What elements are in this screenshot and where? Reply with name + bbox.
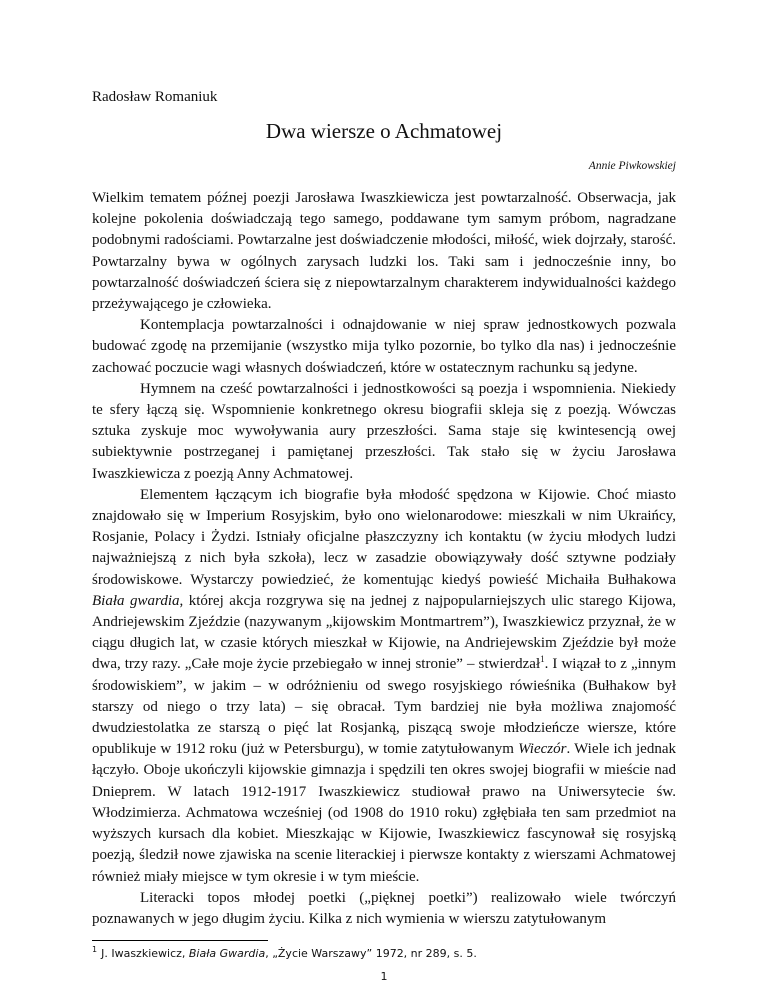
- footnote: [92, 947, 477, 961]
- article-body: [92, 188, 676, 930]
- paragraph-4-part-3: . I wiązał to z „innym środowiskiem”, w jakim – w odróżnieniu od swego rosyjskiego rówieśnika (Bułhakow był starszy od niego o trzy lata) – się obracał. Tym bardziej nie była możliwa znajomość dwudziestolatka ze starszą o pięć lat Rosjanką, piszącą swoje młodzieńcze wiersze, które opublikuje w 1912 roku (już w Petersburgu), w tomie zatytułowanym: [92, 656, 676, 758]
- paragraph-4-part-2: , której akcja rozgrywa się na jednej z najpopularniejszych ulic starego Kijowa, Andriejewskim Zjeździe (nazywanym „kijowskim Montmartrem”), Iwaszkiewicz przyznał, że w ciągu długich lat, w czasie których mieszkał w Kijowie, na Andriejewskim Zjeździe był może dwa, trzy razy. „Całe moje życie przebiegało w innej stronie” – stwierdzał: [92, 592, 676, 673]
- footnote-prefix: J. Iwaszkiewicz,: [101, 947, 189, 960]
- paragraph-1: Wielkim tematem późnej poezji Jarosława Iwaszkiewicza jest powtarzalność. Obserwacja, jak kolejne pokolenia doświadczają tego samego, poddawane tym samym próbom, nagradzane podobnymi radościami. Powtarzalne jest doświadczenie młodości, miłość, wiek dojrzały, starość. Powtarzalny bywa w ogólnych zarysach ludzki los. Taki sam i jednocześnie inny, bo powtarzalność doświadczeń ściera się z niepowtarzalnym charakterem indywidualności każdego przeżywającego je człowieka.: [92, 190, 676, 313]
- paragraph-4-part-4: . Wiele ich jednak łączyło. Oboje ukończyli kijowskie gimnazja i spędzili ten okres swojej biografii w mieście nad Dnieprem. W latach 1912-1917 Iwaszkiewicz studiował prawo na Uniwersytecie św. Włodzimierza. Achmatowa wcześniej (od 1908 do 1910 roku) zgłębiała ten sam przedmiot na wyższych kursach dla kobiet. Mieszkając w Kijowie, Iwaszkiewicz fascynował się rosyjską poezją, śledził nowe zjawiska na scenie literackiej i pierwsze kontakty z wierszami Achmatowej również miały miejsce w tym okresie i w tym mieście.: [92, 741, 676, 885]
- dedication: Annie Piwkowskiej: [588, 160, 676, 172]
- paragraph-5: Literacki topos młodej poetki („pięknej poetki”) realizowało wiele twórczyń poznawanych w jego długim życiu. Kilka z nich wymienia w wierszu zatytułowanym: [92, 889, 676, 927]
- footnote-title: Biała Gwardia: [188, 947, 266, 960]
- footnote-suffix: , „Życie Warszawy” 1972, nr 289, s. 5.: [265, 947, 477, 960]
- footnote-number: 1: [92, 945, 98, 955]
- article-title: Dwa wiersze o Achmatowej: [265, 119, 503, 143]
- paragraph-4-part-1: Elementem łączącym ich biografie była młodość spędzona w Kijowie. Choć miasto znajdowało się w Imperium Rosyjskim, było ono wielonarodowe: mieszkali w nim Ukraińcy, Rosjanie, Polacy i Żydzi. Istniały oficjalne płaszczyzny ich kontaktu (w życiu młodych ludzi najważniejszą z nich była szkoła), lecz w zasadzie obowiązywały dość sztywne podziały środowiskowe. Wystarczy powiedzieć, że komentując kiedyś powieść Michaiła Bułhakowa: [92, 486, 676, 588]
- paragraph-4: [92, 485, 676, 888]
- book-title-biala-gwardia: Biała gwardia: [92, 592, 180, 609]
- footnote-separator: [92, 940, 268, 941]
- author-name: Radosław Romaniuk: [92, 89, 218, 105]
- book-title-wieczor: Wieczór: [518, 741, 567, 758]
- paragraph-3: Hymnem na cześć powtarzalności i jednostkowości są poezja i wspomnienia. Niekiedy te sfery łączą się. Wspomnienie konkretnego okresu biografii skleja się z poezją. Wówczas sztuka zyskuje moc wywoływania aury przeszłości. Sama staje się kwintesencją owej subiektywnie postrzeganej i pamiętanej przeszłości. Tak stało się w życiu Jarosława Iwaszkiewicza z poezją Anny Achmatowej.: [92, 380, 676, 482]
- page-number: 1: [380, 970, 388, 983]
- paragraph-2: Kontemplacja powtarzalności i odnajdowanie w niej spraw jednostkowych pozwala budować zgodę na przemijanie (wszystko mija tylko pozornie, bo tylko dla nas) i jednocześnie zachować poczucie wagi własnych doświadczeń, które w ostatecznym rachunku są jedyne.: [92, 317, 676, 376]
- footnote-reference: 1: [540, 654, 545, 665]
